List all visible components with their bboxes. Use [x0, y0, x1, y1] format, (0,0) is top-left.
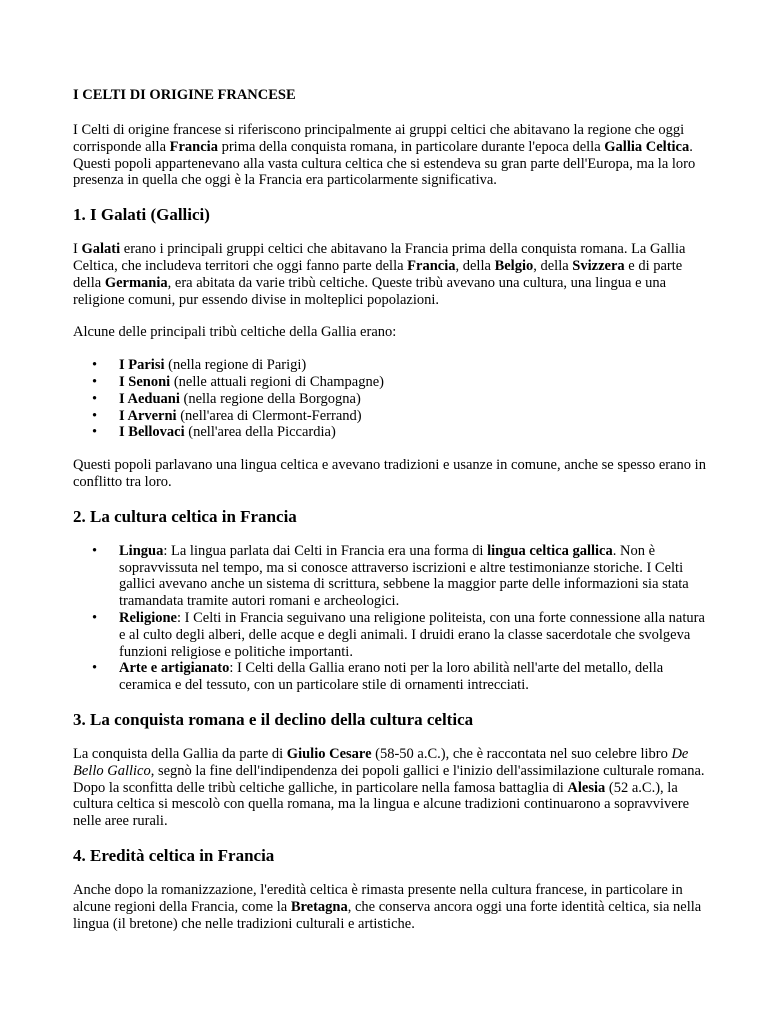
list-item: • I Bellovaci (nell'area della Piccardia): [119, 424, 708, 441]
list-item: • Arte e artigianato: I Celti della Gallia erano noti per la loro abilità nell'arte del metallo, della ceramica e del tessuto, con un particolare stile di ornamenti intrecciati.: [119, 660, 708, 694]
section-3-heading: 3. La conquista romana e il declino della cultura celtica: [73, 709, 474, 729]
list-item: • Religione: I Celti in Francia seguivano una religione politeista, con una forte connessione alla natura e al culto degli alberi, delle acque e degli animali. I druidi erano la classe sacerdotale che svolgeva funzioni religiose e politiche importanti.: [119, 610, 708, 660]
list-item: • I Aeduani (nella regione della Borgogna): [119, 391, 708, 408]
tribes-list: [73, 357, 708, 441]
section-1-paragraph: I Galati erano i principali gruppi celtici che abitavano la Francia prima della conquista romana. La Gallia Celtica, che includeva territori che oggi fanno parte della Francia, della Belgio, della Svizzera e di parte della Germania, era abitata da varie tribù celtiche. Queste tribù avevano una cultura, una lingua e una religione comuni, pur essendo divise in molteplici popolazioni.: [73, 241, 686, 308]
list-item: • Lingua: La lingua parlata dai Celti in Francia era una forma di lingua celtica gallica. Non è sopravvissuta nel tempo, ma si conosce attraverso iscrizioni e altre testimonianze storiche. I Celti gallici avevano anche un sistema di scrittura, sebbene la maggior parte delle informazioni sia stata tramandata tramite autori romani e archeologici.: [119, 543, 708, 610]
section-1-heading: 1. I Galati (Gallici): [73, 205, 210, 225]
section-4-heading: 4. Eredità celtica in Francia: [73, 845, 275, 865]
document-title: I CELTI DI ORIGINE FRANCESE: [73, 87, 296, 103]
list-item: • I Parisi (nella regione di Parigi): [119, 357, 708, 374]
section-1-closing-paragraph: Questi popoli parlavano una lingua celtica e avevano tradizioni e usanze in comune, anche se spesso erano in conflitto tra loro.: [73, 457, 706, 490]
list-item: • I Arverni (nell'area di Clermont-Ferrand): [119, 408, 708, 425]
culture-list: [73, 543, 708, 694]
section-2-heading: 2. La cultura celtica in Francia: [73, 506, 297, 526]
section-3-paragraph: La conquista della Gallia da parte di Giulio Cesare (58-50 a.C.), che è raccontata nel suo celebre libro De Bello Gallico, segnò la fine dell'indipendenza dei popoli gallici e l'inizio dell'assimilazione culturale romana. Dopo la sconfitta delle tribù celtiche galliche, in particolare nella famosa battaglia di Alesia (52 a.C.), la cultura celtica si mescolò con quella romana, ma la lingua e alcune tradizioni continuarono a sopravvivere nelle aree rurali.: [73, 745, 705, 830]
tribes-intro: Alcune delle principali tribù celtiche della Gallia erano:: [73, 324, 397, 341]
section-4-paragraph: Anche dopo la romanizzazione, l'eredità celtica è rimasta presente nella cultura francese, in particolare in alcune regioni della Francia, come la Bretagna, che conserva ancora oggi una forte identità celtica, sia nella lingua (il bretone) che nelle tradizioni culturali e artistiche.: [73, 881, 702, 932]
list-item: • I Senoni (nelle attuali regioni di Champagne): [119, 374, 708, 391]
intro-paragraph: I Celti di origine francese si riferiscono principalmente ai gruppi celtici che abitavano la regione che oggi corrisponde alla Francia prima della conquista romana, in particolare durante l'epoca della Gallia Celtica. Questi popoli appartenevano alla vasta cultura celtica che si estendeva su gran parte dell'Europa, ma la loro presenza in quella che oggi è la Francia era particolarmente significativa.: [73, 122, 696, 189]
